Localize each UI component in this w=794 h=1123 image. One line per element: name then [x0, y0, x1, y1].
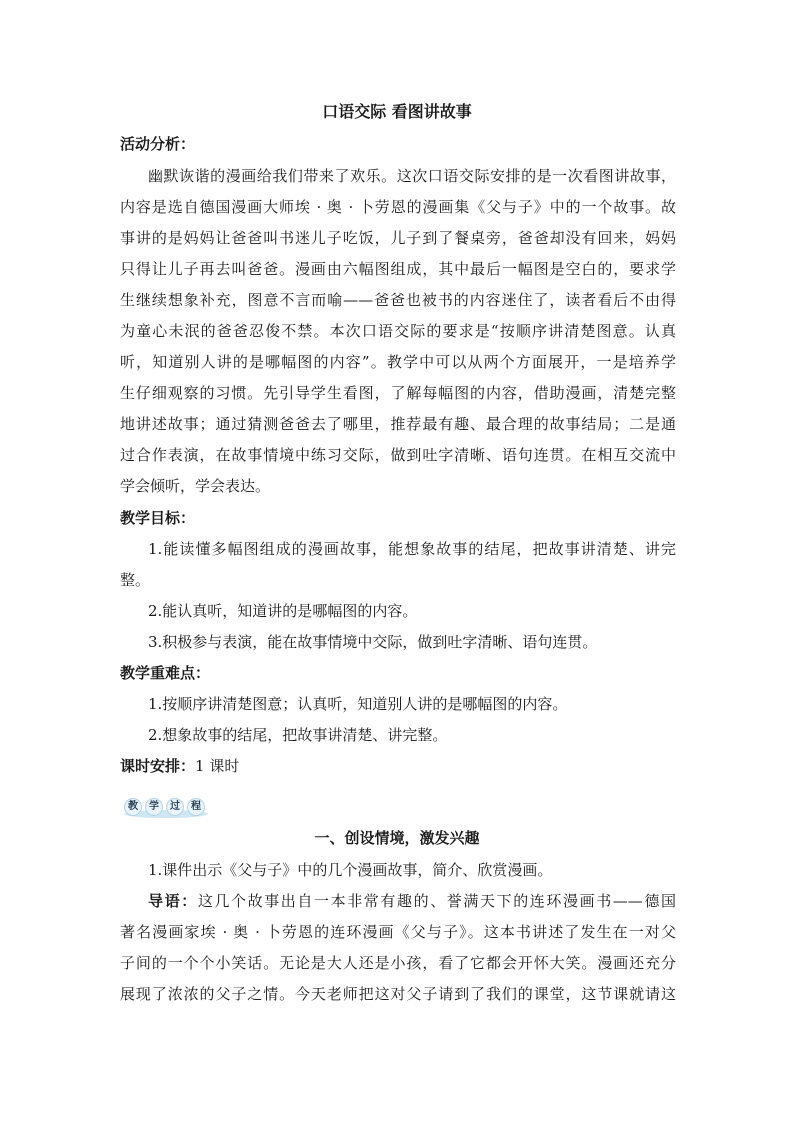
- badge-char: 过: [166, 798, 184, 816]
- badge-char: 教: [124, 798, 142, 816]
- section-item: 1.课件出示《父与子》中的几个漫画故事，简介、欣赏漫画。: [148, 861, 553, 879]
- analysis-line: 过合作表演，在故事情境中练习交际，做到吐字清晰、语句连贯。在相互交流中: [120, 446, 676, 464]
- analysis-line: 生仔细观察的习惯。先引导学生看图，了解每幅图的内容，借助漫画，清楚完整: [120, 384, 676, 402]
- schedule-label: 课时安排：: [120, 757, 196, 775]
- document-title: 口语交际 看图讲故事: [322, 102, 472, 121]
- key-points-heading: 教学重难点：: [120, 664, 211, 682]
- goal-item: 1.能读懂多幅图组成的漫画故事，能想象故事的结尾，把故事讲清楚、讲完: [148, 540, 676, 558]
- key-point-item: 1.按顺序讲清楚图意；认真听，知道别人讲的是哪幅图的内容。: [148, 695, 568, 713]
- section-title: 一、创设情境，激发兴趣: [314, 829, 480, 847]
- goals-heading: 教学目标：: [120, 509, 196, 527]
- analysis-line: 为童心未泯的爸爸忍俊不禁。本次口语交际的要求是“按顺序讲清楚图意。认真: [120, 322, 676, 340]
- key-point-item: 2.想象故事的结尾，把故事讲清楚、讲完整。: [148, 726, 448, 744]
- schedule-value: 1 课时: [195, 757, 240, 775]
- analysis-line: 生继续想象补充，图意不言而喻——爸爸也被书的内容迷住了，读者看后不由得: [120, 291, 676, 309]
- schedule-line: [120, 754, 239, 778]
- intro-line: 子间的一个个小笑话。无论是大人还是小孩，看了它都会开怀大笑。漫画还充分: [120, 954, 676, 972]
- goal-item-continuation: 整。: [120, 571, 151, 589]
- analysis-heading: 活动分析：: [120, 135, 196, 153]
- teaching-process-badge: [124, 796, 208, 818]
- intro-first-line: [148, 889, 676, 913]
- intro-text: 这几个故事出自一本非常有趣的、誉满天下的连环漫画书——德国: [197, 892, 676, 910]
- analysis-line: 学会倾听，学会表达。: [120, 477, 271, 495]
- intro-line: 著名漫画家埃 · 奥 · 卜劳恩的连环漫画《父与子》。这本书讲述了发生在一对父: [120, 923, 676, 941]
- badge-char: 学: [145, 798, 163, 816]
- analysis-line: 幽默诙谐的漫画给我们带来了欢乐。这次口语交际安排的是一次看图讲故事，: [148, 167, 676, 185]
- analysis-line: 听，知道别人讲的是哪幅图的内容”。教学中可以从两个方面展开，一是培养学: [120, 353, 676, 371]
- analysis-line: 事讲的是妈妈让爸爸叫书迷儿子吃饭，儿子到了餐桌旁，爸爸却没有回来，妈妈: [120, 229, 676, 247]
- analysis-line: 只得让儿子再去叫爸爸。漫画由六幅图组成，其中最后一幅图是空白的，要求学: [120, 260, 676, 278]
- goal-item: 3.积极参与表演，能在故事情境中交际，做到吐字清晰、语句连贯。: [148, 633, 598, 651]
- analysis-line: 地讲述故事；通过猜测爸爸去了哪里，推荐最有趣、最合理的故事结局；二是通: [120, 415, 676, 433]
- goal-item: 2.能认真听，知道讲的是哪幅图的内容。: [148, 602, 418, 620]
- badge-char: 程: [187, 798, 205, 816]
- intro-line: 展现了浓浓的父子之情。今天老师把这对父子请到了我们的课堂，这节课就请这: [120, 985, 676, 1003]
- analysis-line: 内容是选自德国漫画大师埃 · 奥 · 卜劳恩的漫画集《父与子》中的一个故事。故: [120, 198, 676, 216]
- intro-label: 导语：: [148, 892, 198, 910]
